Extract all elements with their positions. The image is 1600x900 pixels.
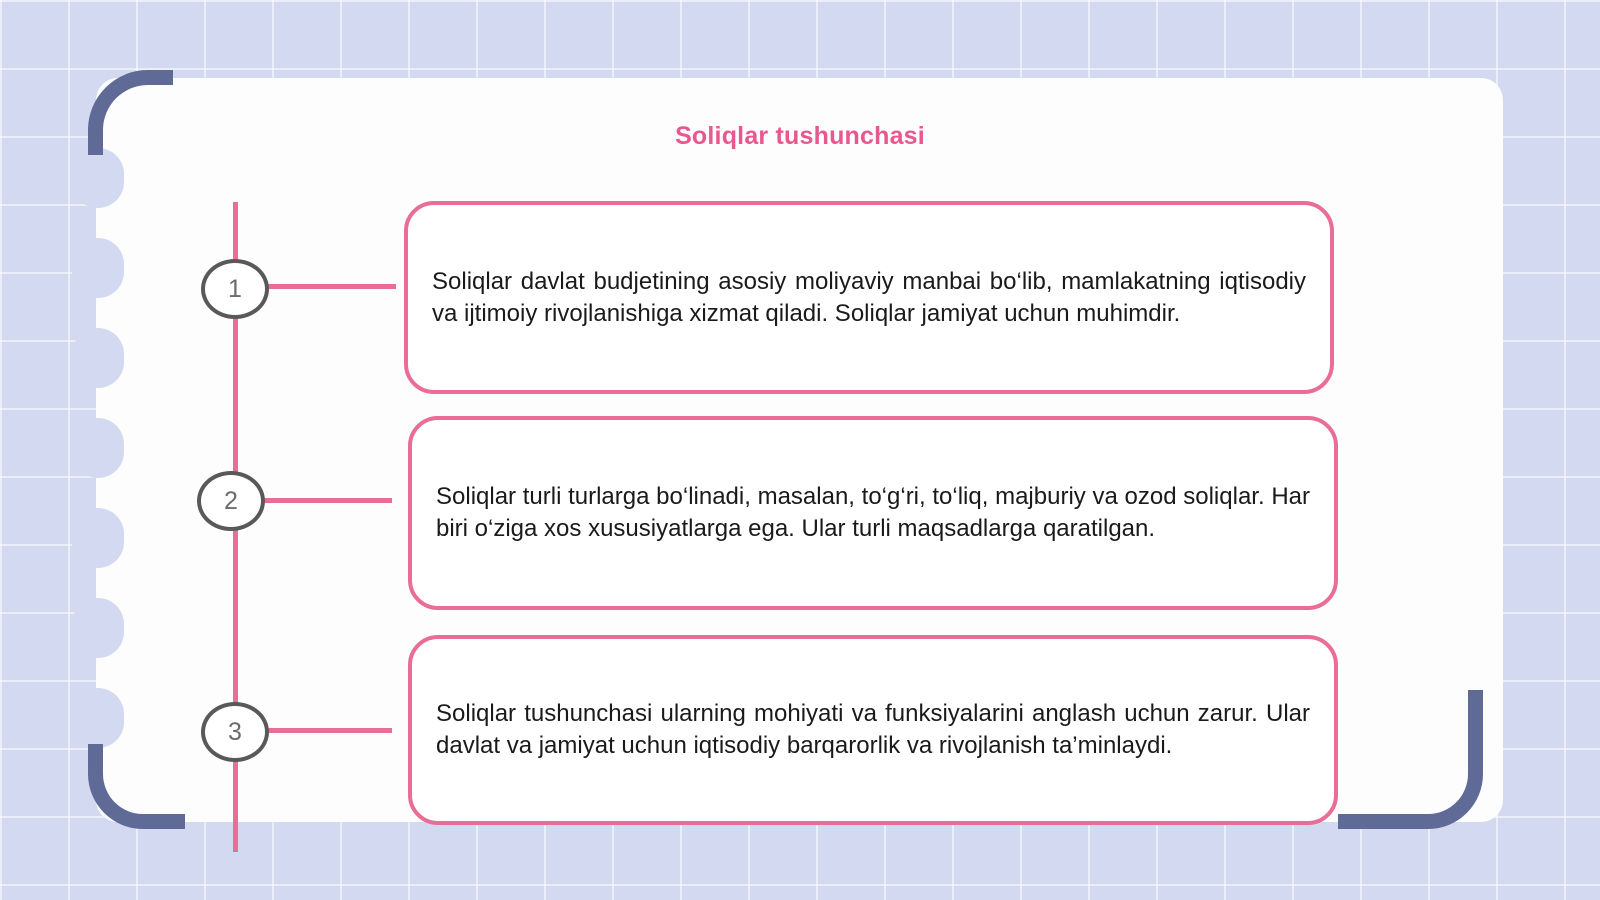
info-card-text: Soliqlar davlat budjetining asosiy moliyaviy manbai bo‘lib, mamlakatning iqtisodiy va ijtimoiy rivojlanishiga xizmat qiladi. Soliqlar jamiyat uchun muhimdir.	[432, 267, 1306, 327]
step-number-2: 2	[197, 471, 265, 531]
info-card-text: Soliqlar tushunchasi ularning mohiyati va funksiyalarini anglash uchun zarur. Ular davlat va jamiyat uchun iqtisodiy barqarorlik va rivojlanish ta’minlaydi.	[436, 700, 1310, 759]
paper-hole	[72, 508, 124, 568]
info-card-2	[408, 416, 1338, 610]
paper-hole	[72, 598, 124, 658]
step-number-3: 3	[201, 702, 269, 762]
paper-hole	[72, 328, 124, 388]
step-number-1: 1	[201, 259, 269, 319]
paper-hole	[72, 238, 124, 298]
paper-hole	[72, 688, 124, 748]
info-card-3	[408, 635, 1338, 825]
slide-title: Soliqlar tushunchasi	[675, 122, 925, 150]
paper-hole	[72, 148, 124, 208]
connector-line-2	[262, 498, 392, 503]
info-card-1	[404, 201, 1334, 394]
connector-line-3	[262, 728, 392, 733]
info-card-text: Soliqlar turli turlarga bo‘linadi, masalan, to‘g‘ri, to‘liq, majburiy va ozod soliqlar. Har biri o‘ziga xos xususiyatlarga ega. Ular turli maqsadlarga qaratilgan.	[436, 483, 1310, 542]
connector-line-1	[262, 284, 396, 289]
corner-bracket-bottom-right	[1338, 690, 1483, 829]
paper-hole	[72, 418, 124, 478]
